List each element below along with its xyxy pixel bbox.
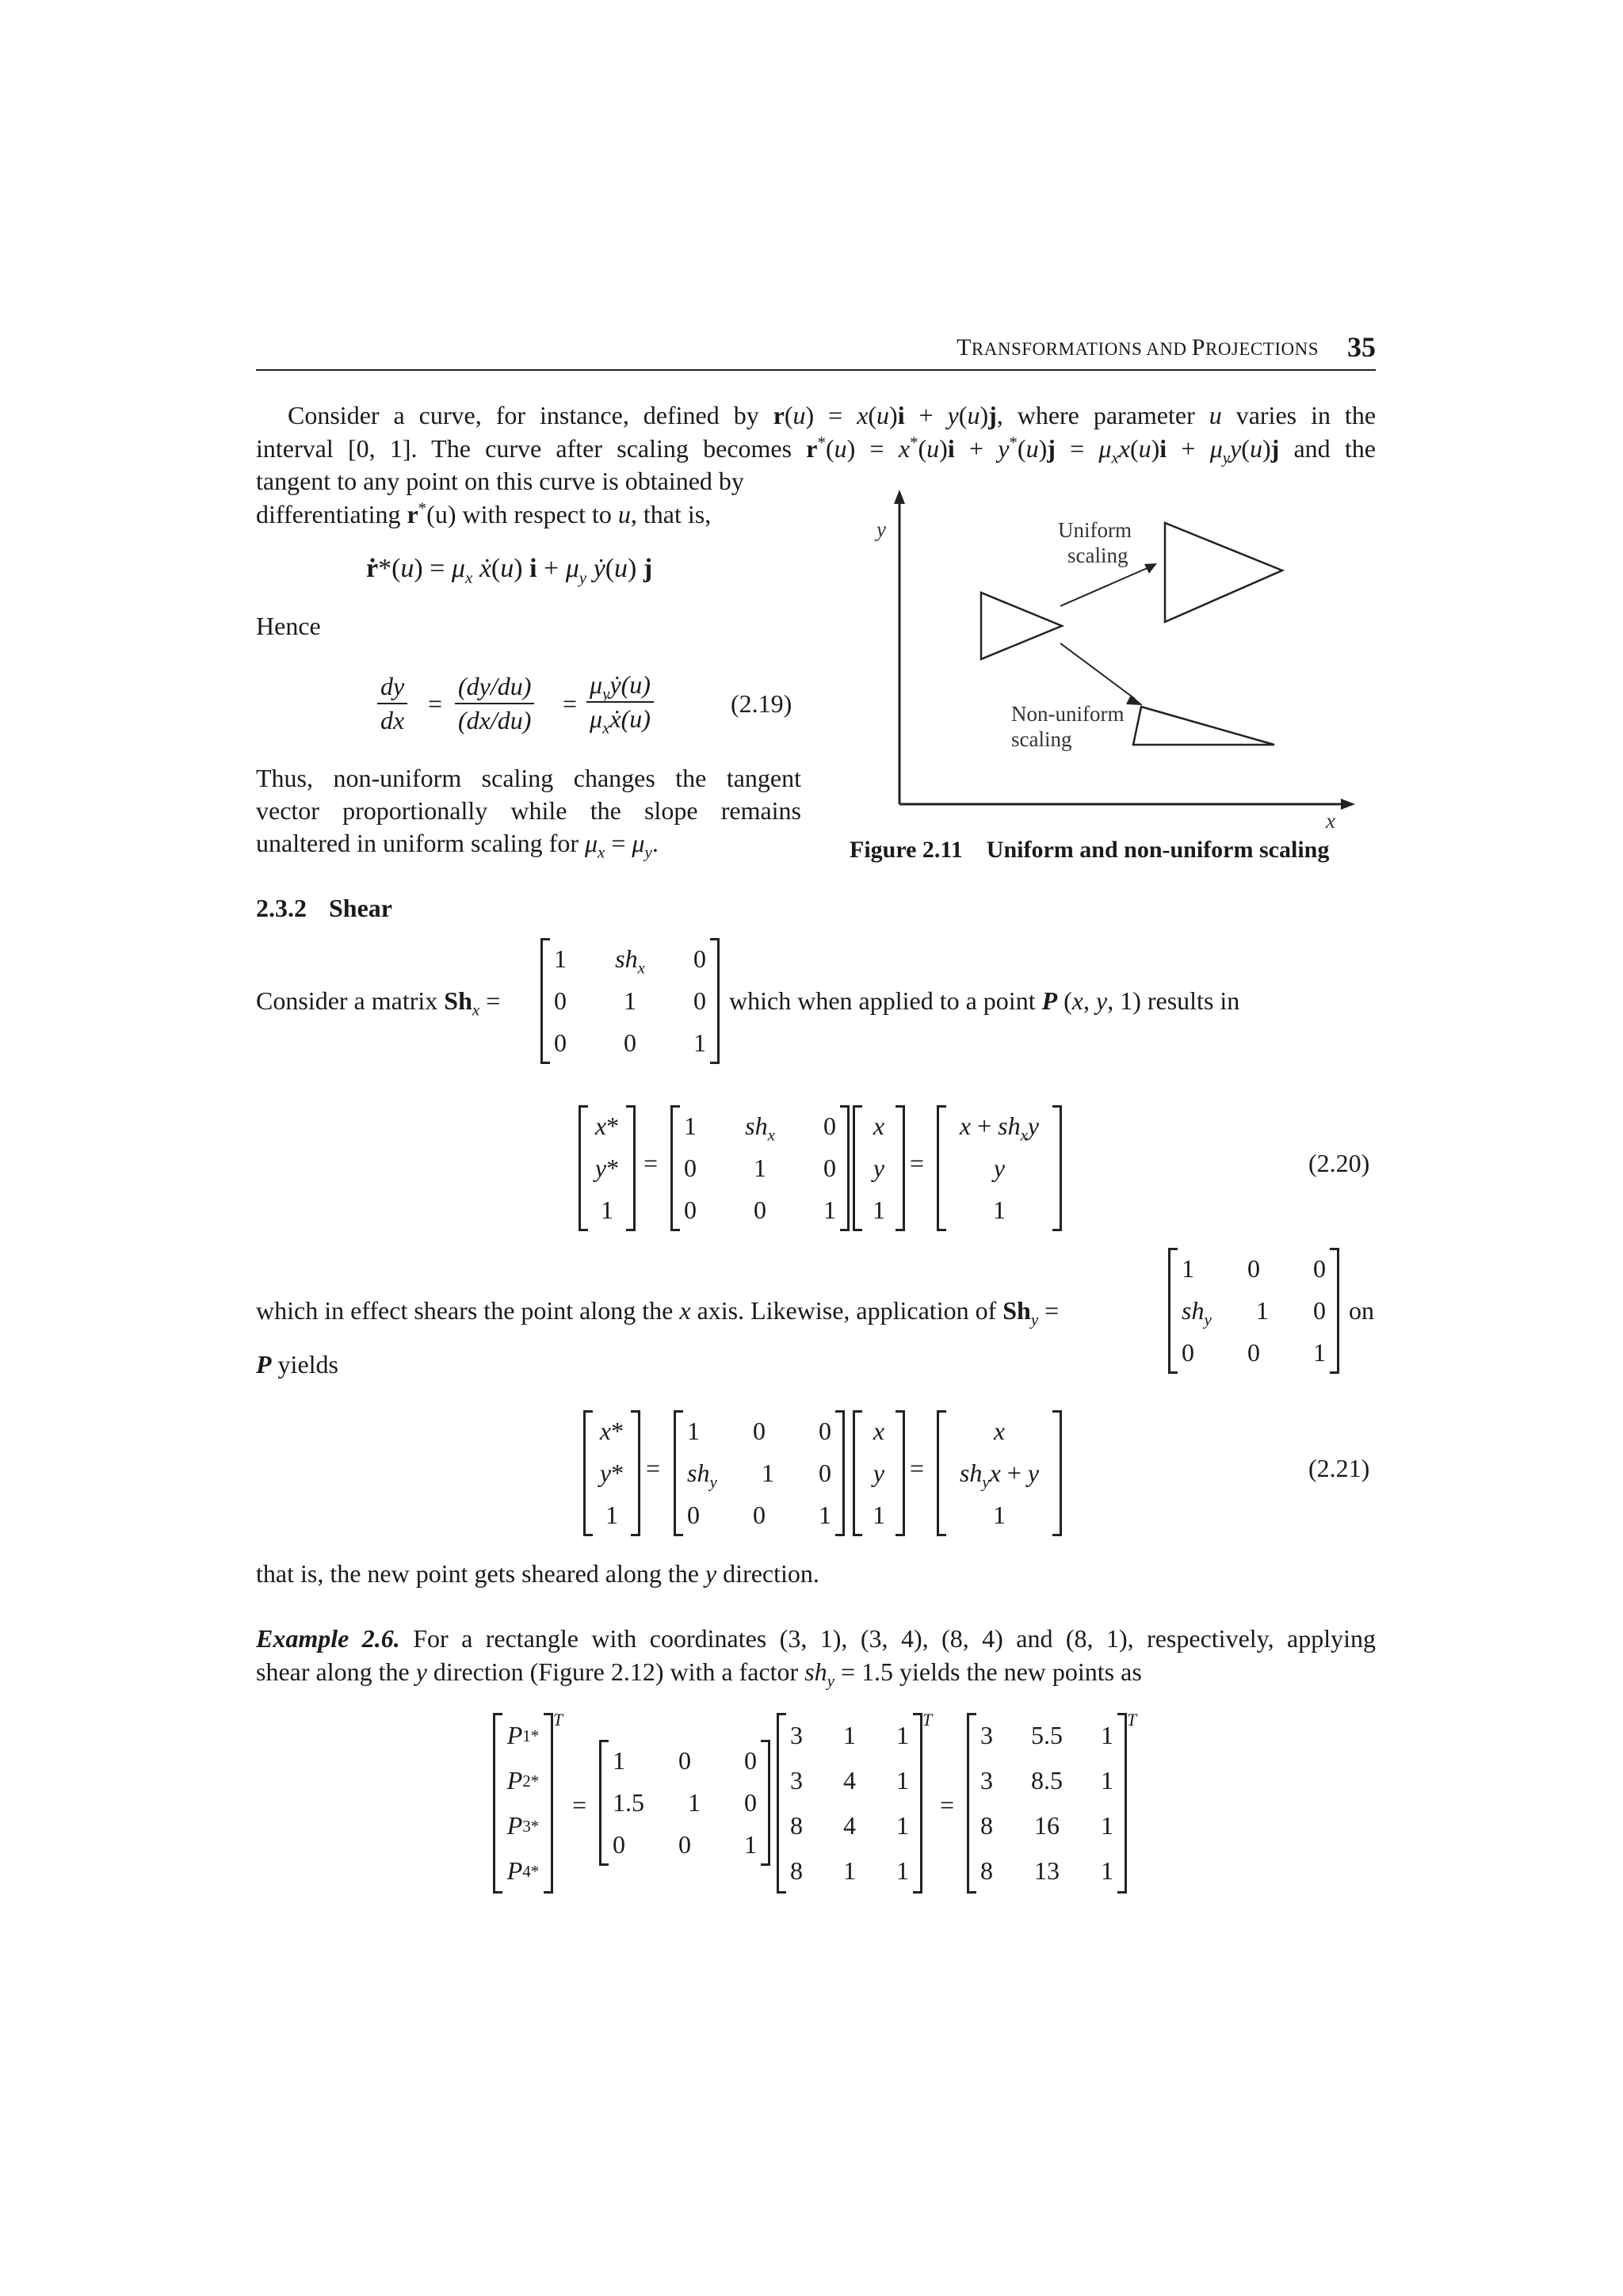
matrix-cell: 1 [1101,1721,1113,1749]
matrix-row [779,1803,920,1848]
shx-intro: Consider a matrix $Sh_x$ = [256,986,501,1020]
caption-text: Uniform and non-uniform scaling [986,837,1330,863]
equals-sign: = [643,1149,659,1177]
caption-number: Figure 2.11 [850,837,963,863]
figure-y-label: y [876,517,886,541]
page-number: 35 [1347,331,1376,363]
matrix-cell: 0 [744,1788,757,1817]
running-title: TRANSFORMATIONS AND PROJECTIONS [957,334,1319,360]
matrix-cell: 8 [980,1811,993,1840]
matrix-cell: 4 [843,1811,856,1840]
equals-sign: = [572,1791,587,1819]
matrix-cell: 1 [613,1746,625,1775]
on-text: on [1349,1296,1374,1325]
paragraph-line: Thus, non-uniform scaling changes the tangent [256,764,801,792]
matrix-cell: 1 [744,1830,757,1859]
matrix-cell: 3 [980,1721,993,1749]
hence-label: Hence [256,612,321,640]
section-title: Shear [329,894,392,922]
matrix-row [779,1713,920,1758]
matrix-cell: 13 [1034,1856,1060,1885]
p-yields: P yields [256,1350,338,1379]
figure-x-label: x [1326,809,1335,833]
paragraph-line: interval [0, 1]. The curve after scaling becomes $r^*(u) = x^*(u)i + y^*(u)j = \mu_xx(u)i + \mu_yy(u)j$ and the [256,433,1376,467]
eq220-shear-matrix: 1 $sh_x$ 0 0 1 0 0 0 1 [670,1105,850,1231]
shx-matrix: 1 $sh_x$ 0 0 1 0 0 0 1 [540,938,720,1064]
example-line: shear along the y direction (Figure 2.12) with a factor $sh_y = 1.5$ yields the new points as [256,1657,1142,1691]
fraction-mu: $\mu_yẏ(u)$ $\mu_xẋ(u)$ [586,670,654,734]
equals-sign: = [428,689,443,718]
example-points-matrix [777,1713,922,1894]
eq221-shear-matrix: 1 0 0 $sh_y$ 1 0 0 0 1 [674,1410,845,1536]
matrix-cell: 1 [688,1788,701,1817]
eq221-result-vector: x $sh_yx$ + y 1 [937,1410,1062,1536]
matrix-cell: 3 [980,1766,993,1794]
matrix-cell: 0 [613,1830,625,1859]
paragraph-line: vector proportionally while the slope remains [256,796,801,825]
shx-applied-text: which when applied to a point P (x, y, 1) results in [729,986,1240,1015]
matrix-row [601,1824,768,1866]
section-number: 2.3.2 [256,894,307,922]
matrix-row [601,1782,768,1824]
original-triangle [981,593,1062,659]
equals-sign: = [910,1149,925,1177]
matrix-cell: 1 [843,1856,856,1885]
eq221-lhs-vector: x * y * 1 [583,1410,640,1536]
matrix-row [969,1758,1125,1803]
derivative-equation: ṙ*(u) = $\mu_x$ ẋ(u) $i + \mu_y$ ẏ(u) j [366,554,653,587]
nonuniform-label-line2: scaling [1011,727,1072,751]
y-axis-arrow-icon [894,490,905,504]
eq220-point-vector: x y 1 [853,1105,905,1231]
eq220-result-vector: x + $sh_xy$ y 1 [937,1105,1062,1231]
sheared-y-text: that is, the new point gets sheared along the y direction. [256,1559,819,1588]
section-heading [256,892,392,924]
example-result-matrix [967,1713,1127,1894]
nonuniform-arrow-icon [1126,695,1143,705]
matrix-row [779,1758,920,1803]
matrix-row [969,1848,1125,1894]
matrix-cell: 1 [896,1856,909,1885]
fraction-dy-dx: $\frac{dy}{dx}$ [377,672,407,735]
matrix-cell: 8 [980,1856,993,1885]
eq221-point-vector: x y 1 [853,1410,905,1536]
matrix-cell: 8.5 [1031,1766,1063,1794]
nonuniform-scaled-triangle [1133,707,1274,745]
equals-sign: = [646,1454,661,1482]
transpose-mark: T [553,1710,563,1730]
matrix-cell: 1 [1101,1856,1113,1885]
nonuniform-arrow [1060,643,1135,699]
matrix-cell: 1 [1101,1766,1113,1794]
matrix-cell: 0 [678,1830,691,1859]
example-shear-matrix [599,1740,770,1866]
uniform-label-line1: Uniform [1058,518,1132,542]
matrix-cell: 1 [896,1721,909,1749]
shy-matrix: 1 0 0 $sh_y$ 1 0 0 0 1 [1168,1248,1339,1374]
matrix-cell: 3 [790,1721,803,1749]
x-axis-arrow-icon [1341,799,1355,810]
matrix-cell: 1.5 [613,1788,644,1817]
figure-caption [850,837,1329,864]
equals-sign: = [940,1791,955,1819]
eq220-lhs-vector: x * y * 1 [579,1105,636,1231]
equation-number: (2.21) [1308,1454,1370,1482]
matrix-cell: 4 [843,1766,856,1794]
matrix-row [779,1848,920,1894]
paragraph-line: tangent to any point on this curve is obtained by [256,467,744,495]
nonuniform-label-line1: Non-uniform [1011,702,1125,726]
yields-text: yields [277,1350,338,1379]
paragraph-line: unaltered in uniform scaling for $\mu_x = \mu_y$. [256,829,659,862]
matrix-cell: 8 [790,1856,803,1885]
fraction-du: $\frac{(dy/du)}{(dx/du)}$ [455,672,534,735]
uniform-label-line2: scaling [1067,543,1128,567]
equals-sign: = [910,1454,925,1482]
matrix-cell: 1 [896,1811,909,1840]
matrix-cell: 1 [843,1721,856,1749]
example-line: Example 2.6. For a rectangle with coordinates (3, 1), (3, 4), (8, 4) and (8, 1), respectively, applying [256,1624,1377,1653]
transpose-mark: T [922,1710,933,1730]
matrix-row [601,1740,768,1782]
equation-number: (2.20) [1308,1149,1370,1177]
paragraph-line: Consider a curve, for instance, defined by r(u) = x(u)i + y(u)j, where parameter u varies in the [288,401,1377,429]
matrix-cell: 8 [790,1811,803,1840]
example-lhs-vector: P 1 * P 2 * P 3 * P 4 * [493,1713,553,1894]
matrix-row [969,1713,1125,1758]
matrix-cell: 5.5 [1031,1721,1063,1749]
uniform-scaled-triangle [1165,523,1282,622]
matrix-cell: 0 [678,1746,691,1775]
uniform-arrow [1060,567,1149,606]
consider-matrix-text: Consider a matrix [256,986,438,1015]
equals-sign: = [563,689,578,718]
matrix-cell: 0 [744,1746,757,1775]
paragraph-line: differentiating r*(u) with respect to u, that is, [256,498,712,528]
matrix-row [969,1803,1125,1848]
matrix-cell: 1 [896,1766,909,1794]
matrix-cell: 3 [790,1766,803,1794]
shy-intro: which in effect shears the point along the x axis. Likewise, application of $Sh_y$ = [256,1296,1060,1329]
matrix-cell: 16 [1034,1811,1060,1840]
transpose-mark: T [1127,1710,1137,1730]
matrix-cell: 1 [1101,1811,1113,1840]
running-header [256,333,1376,371]
equation-number: (2.19) [731,689,792,718]
